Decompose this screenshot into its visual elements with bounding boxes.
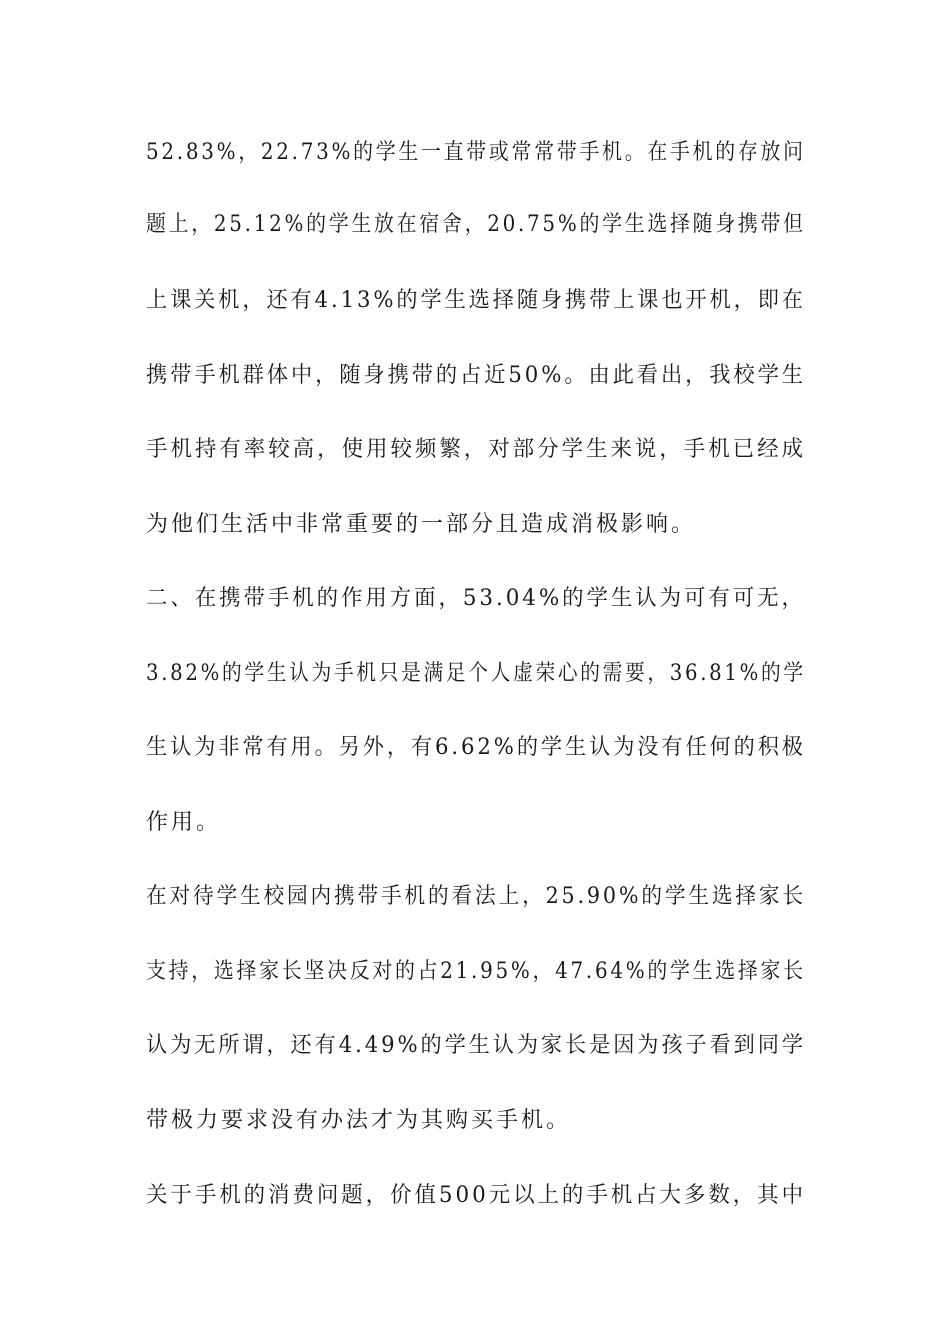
text-line: 支持，选择家长坚决反对的占21.95%，47.64%的学生选择家长 [146, 959, 806, 984]
text-line: 上课关机，还有4.13%的学生选择随身携带上课也开机，即在 [146, 288, 806, 313]
text-line: 为他们生活中非常重要的一部分且造成消极影响。 [146, 512, 697, 537]
text-line: 生认为非常有用。另外，有6.62%的学生认为没有任何的积极 [146, 735, 806, 760]
text-line: 认为无所谓，还有4.49%的学生认为家长是因为孩子看到同学 [146, 1033, 806, 1058]
text-line: 携带手机群体中，随身携带的占近50%。由此看出，我校学生 [146, 363, 806, 388]
text-line: 带极力要求没有办法才为其购买手机。 [146, 1108, 572, 1133]
text-line: 在对待学生校园内携带手机的看法上，25.90%的学生选择家长 [146, 884, 806, 909]
text-line: 手机持有率较高，使用较频繁，对部分学生来说，手机已经成 [146, 437, 807, 462]
text-line: 3.82%的学生认为手机只是满足个人虚荣心的需要，36.81%的学 [146, 661, 806, 686]
text-line: 二、在携带手机的作用方面，53.04%的学生认为可有可无， [146, 586, 806, 611]
text-line: 作用。 [146, 810, 222, 835]
text-line: 题上，25.12%的学生放在宿舍，20.75%的学生选择随身携带但 [146, 212, 806, 237]
text-line: 52.83%，22.73%的学生一直带或常常带手机。在手机的存放问 [146, 140, 806, 165]
text-line: 关于手机的消费问题，价值500元以上的手机占大多数，其中 [146, 1183, 806, 1208]
